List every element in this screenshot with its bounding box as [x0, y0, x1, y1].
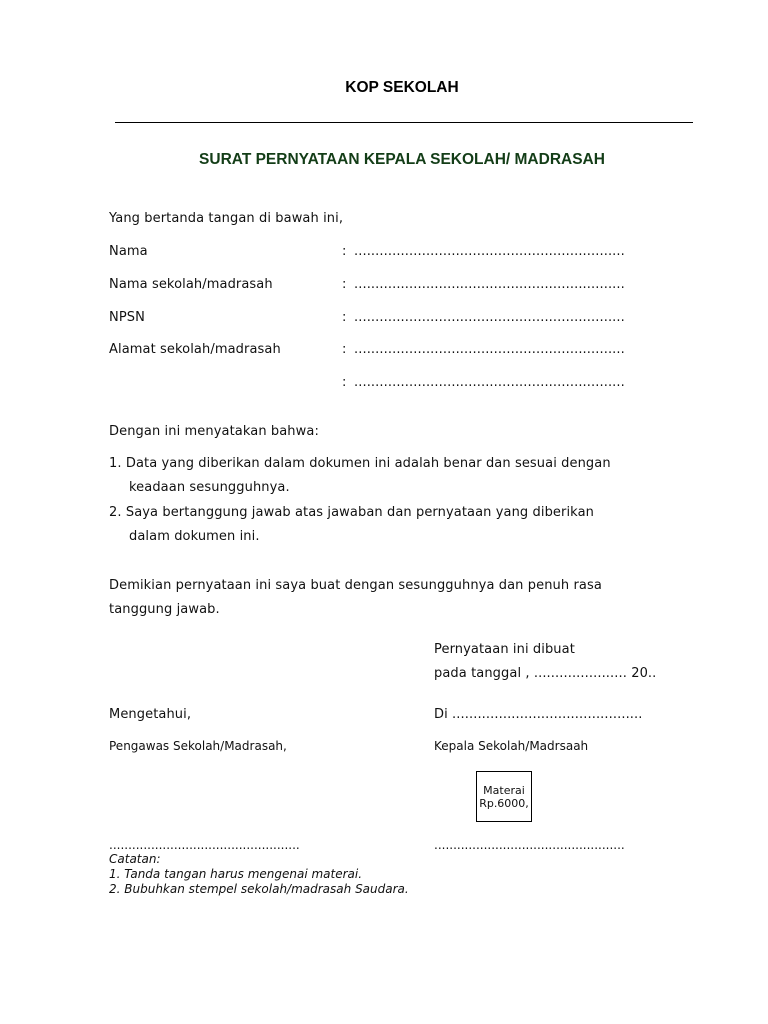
- field-label-alamat: Alamat sekolah/madrasah: [109, 342, 281, 357]
- field-colon: :: [342, 277, 347, 292]
- letterhead-divider: [115, 122, 693, 123]
- statement-item: 2. Saya bertanggung jawab atas jawaban dan pernyataan yang diberikan: [109, 505, 594, 520]
- statement-item-cont: dalam dokumen ini.: [129, 529, 260, 544]
- letterhead-title: KOP SEKOLAH: [345, 79, 459, 96]
- field-colon: :: [342, 375, 347, 390]
- acknowledged-label: Mengetahui,: [109, 707, 192, 722]
- date-intro: Pernyataan ini dibuat: [434, 642, 575, 657]
- document-title: SURAT PERNYATAAN KEPALA SEKOLAH/ MADRASAH: [199, 151, 605, 168]
- note-item: 1. Tanda tangan harus mengenai materai.: [109, 867, 363, 881]
- field-colon: :: [342, 342, 347, 357]
- field-colon: :: [342, 310, 347, 325]
- field-label-nama: Nama: [109, 244, 148, 259]
- stamp-label: Materai: [483, 784, 525, 797]
- date-line: pada tanggal , ...................... 20..: [434, 666, 657, 681]
- statement-lead: Dengan ini menyatakan bahwa:: [109, 424, 319, 439]
- supervisor-role: Pengawas Sekolah/Madrasah,: [109, 739, 287, 753]
- stamp-amount: Rp.6000,: [479, 797, 529, 810]
- place-line: Di .............................................: [434, 707, 643, 722]
- supervisor-signature-line: ..................................................: [109, 838, 300, 852]
- field-value-alamat: ................................................................: [354, 342, 625, 357]
- principal-role: Kepala Sekolah/Madrsaah: [434, 739, 589, 753]
- statement-item: 1. Data yang diberikan dalam dokumen ini adalah benar dan sesuai dengan: [109, 456, 611, 471]
- field-colon: :: [342, 244, 347, 259]
- field-value-nama: ................................................................: [354, 244, 625, 259]
- note-item: 2. Bubuhkan stempel sekolah/madrasah Saudara.: [109, 882, 409, 896]
- field-label-npsn: NPSN: [109, 310, 145, 325]
- closing-text: Demikian pernyataan ini saya buat dengan sesungguhnya dan penuh rasa: [109, 578, 602, 593]
- statement-item-cont: keadaan sesungguhnya.: [129, 480, 290, 495]
- stamp-box: [476, 771, 532, 822]
- field-value-alamat-2: ................................................................: [354, 375, 625, 390]
- field-label-nama-sekolah: Nama sekolah/madrasah: [109, 277, 273, 292]
- field-value-npsn: ................................................................: [354, 310, 625, 325]
- principal-signature-line: ..................................................: [434, 838, 625, 852]
- intro-text: Yang bertanda tangan di bawah ini,: [109, 211, 344, 226]
- closing-text-cont: tanggung jawab.: [109, 602, 220, 617]
- notes-heading: Catatan:: [109, 852, 161, 866]
- field-value-nama-sekolah: ................................................................: [354, 277, 625, 292]
